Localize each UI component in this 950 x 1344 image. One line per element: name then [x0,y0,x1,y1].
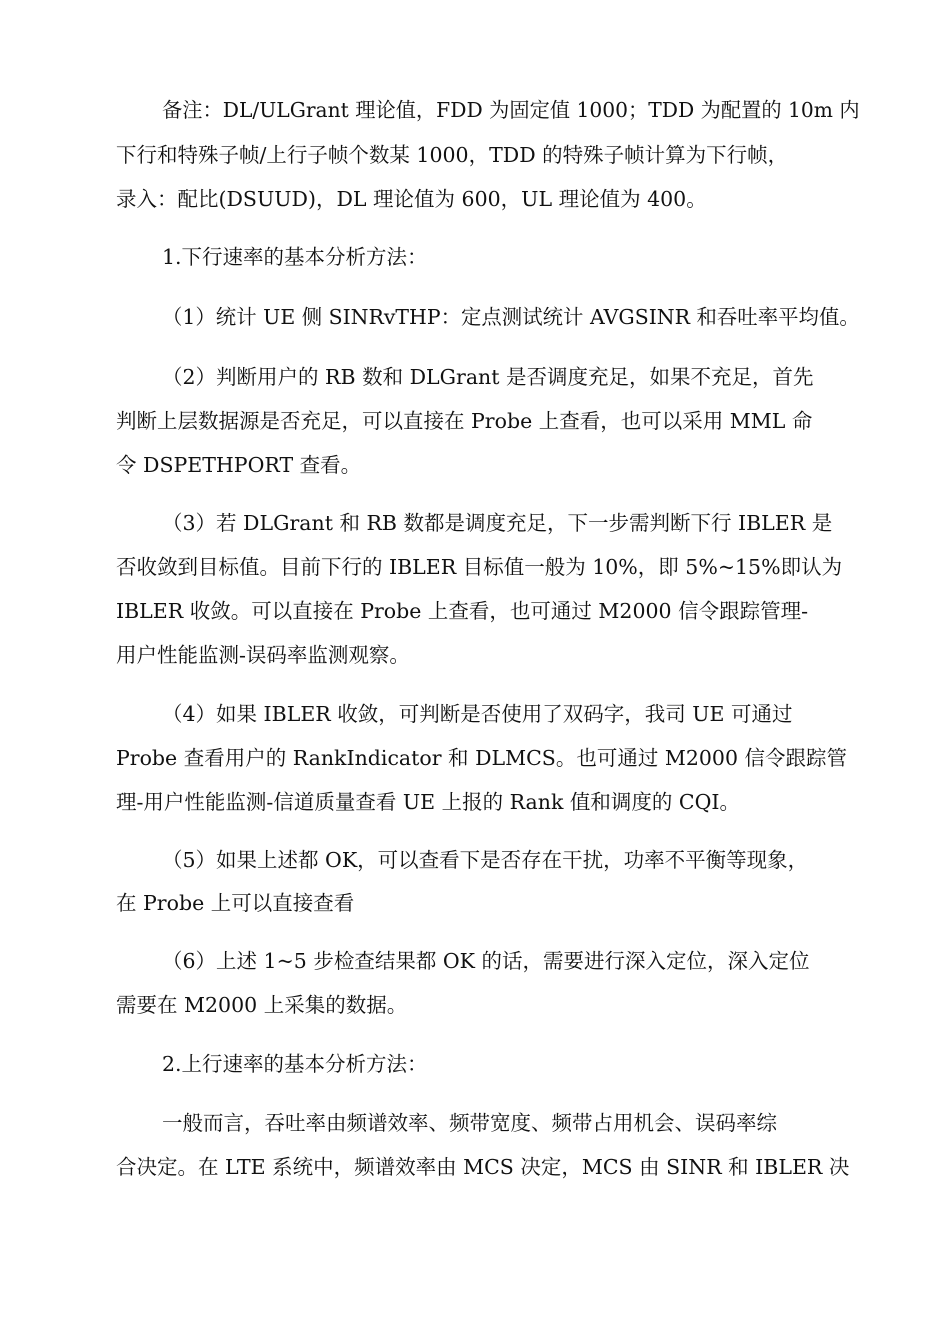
paragraph-line: （4）如果 IBLER 收敛，可判断是否使用了双码字，我司 UE 可通过 [162,702,793,726]
paragraph-line: 否收敛到目标值。目前下行的 IBLER 目标值一般为 10%，即 5%~15%即认为 [116,555,843,579]
paragraph-line: 需要在 M2000 上采集的数据。 [116,993,408,1017]
paragraph-line: 理-用户性能监测-信道质量查看 UE 上报的 Rank 值和调度的 CQI。 [116,790,741,814]
paragraph-line: （1）统计 UE 侧 SINRvTHP：定点测试统计 AVGSINR 和吞吐率平均值。 [162,305,860,329]
heading-line: 2.上行速率的基本分析方法： [162,1052,428,1076]
paragraph-line: 下行和特殊子帧/上行子帧个数某 1000，TDD 的特殊子帧计算为下行帧， [116,143,789,167]
paragraph-line: 合决定。在 LTE 系统中，频谱效率由 MCS 决定，MCS 由 SINR 和 IBLER 决 [116,1155,850,1179]
heading-line: 1.下行速率的基本分析方法： [162,245,428,269]
paragraph-line: （5）如果上述都 OK，可以查看下是否存在干扰，功率不平衡等现象， [162,848,809,872]
paragraph-line: （6）上述 1~5 步检查结果都 OK 的话，需要进行深入定位，深入定位 [162,949,810,973]
paragraph-line: 用户性能监测-误码率监测观察。 [116,643,410,667]
paragraph-line: Probe 查看用户的 RankIndicator 和 DLMCS。也可通过 M2000 信令跟踪管 [116,746,848,770]
paragraph-line: 令 DSPETHPORT 查看。 [116,453,362,477]
paragraph-line: IBLER 收敛。可以直接在 Probe 上查看，也可通过 M2000 信令跟踪管理- [116,599,809,623]
paragraph-line: （2）判断用户的 RB 数和 DLGrant 是否调度充足，如果不充足，首先 [162,365,814,389]
paragraph-line: 在 Probe 上可以直接查看 [116,891,355,915]
paragraph-line: 备注：DL/ULGrant 理论值，FDD 为固定值 1000；TDD 为配置的 10m 内 [162,98,860,122]
paragraph-line: 一般而言，吞吐率由频谱效率、频带宽度、频带占用机会、误码率综 [162,1111,777,1135]
paragraph-line: 录入：配比(DSUUD)，DL 理论值为 600，UL 理论值为 400。 [116,187,707,211]
paragraph-line: 判断上层数据源是否充足，可以直接在 Probe 上查看，也可以采用 MML 命 [116,409,813,433]
paragraph-line: （3）若 DLGrant 和 RB 数都是调度充足，下一步需判断下行 IBLER 是 [162,511,833,535]
